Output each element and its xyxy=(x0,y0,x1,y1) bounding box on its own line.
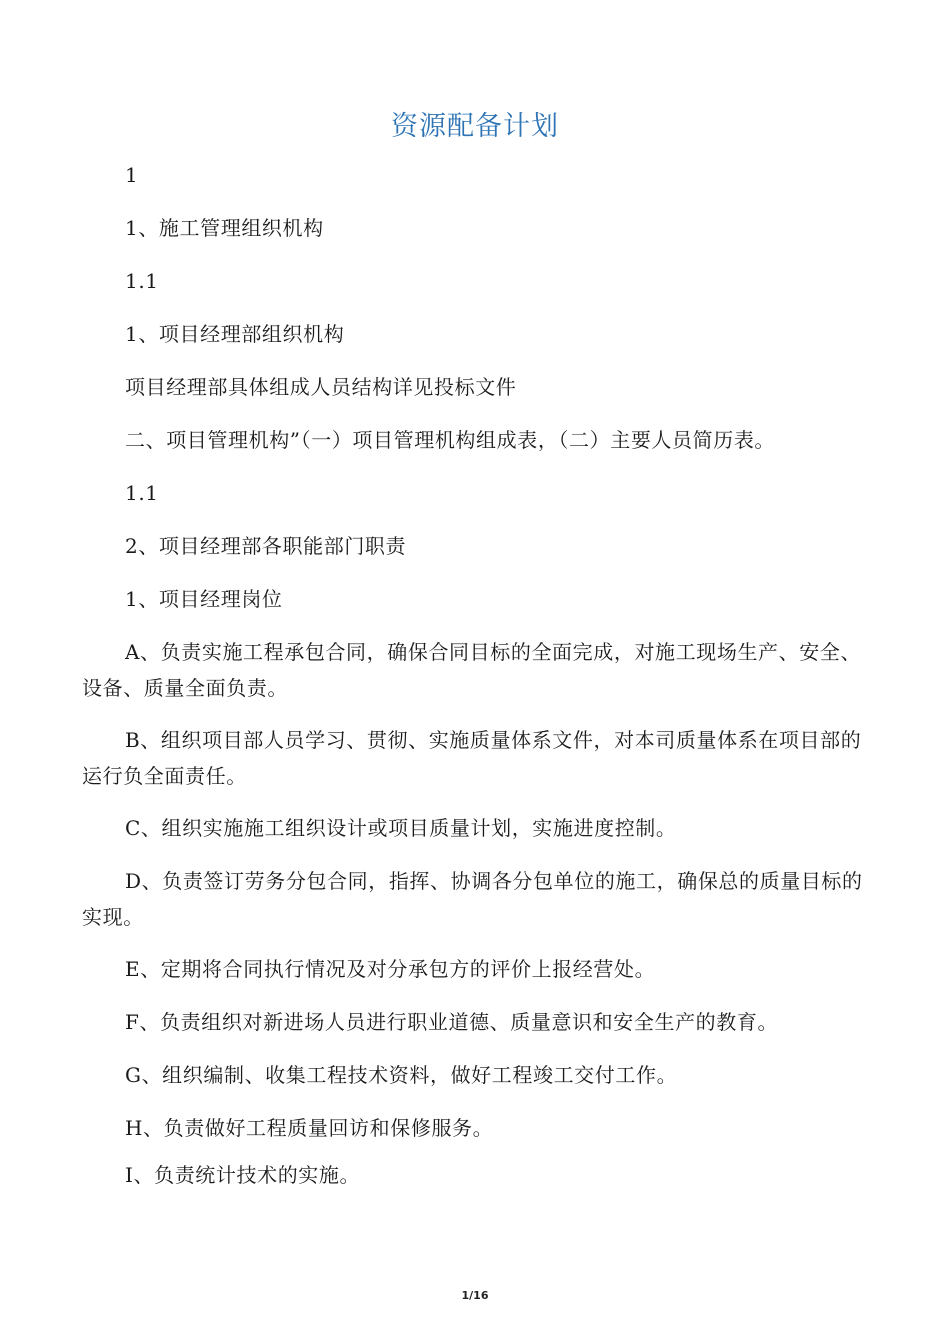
document-title: 资源配备计划 xyxy=(391,111,559,142)
text-line: 项目经理部具体组成人员结构详见投标文件 xyxy=(125,375,517,399)
paragraph: A、负责实施工程承包合同，确保合同目标的全面完成，对施工现场生产、安全、设备、质量全面负责。 xyxy=(82,640,862,700)
text-line: 1、施工管理组织机构 xyxy=(125,216,324,240)
text-line: 1.1 xyxy=(125,481,159,505)
text-line: 二、项目管理机构”（一）项目管理机构组成表，（二）主要人员简历表。 xyxy=(125,428,776,452)
paragraph: E、定期将合同执行情况及对分承包方的评价上报经营处。 xyxy=(125,957,656,981)
text-line: 1 xyxy=(125,163,139,187)
paragraph: G、组织编制、收集工程技术资料，做好工程竣工交付工作。 xyxy=(125,1063,678,1087)
paragraph: H、负责做好工程质量回访和保修服务。 xyxy=(125,1116,494,1140)
text-line: 1.1 xyxy=(125,269,159,293)
paragraph: C、组织实施施工组织设计或项目质量计划，实施进度控制。 xyxy=(125,816,677,840)
page-number: 1/16 xyxy=(461,1289,489,1302)
paragraph: B、组织项目部人员学习、贯彻、实施质量体系文件，对本司质量体系在项目部的运行负全面责任。 xyxy=(82,728,862,788)
text-line: 2、项目经理部各职能部门职责 xyxy=(125,534,407,558)
paragraph: F、负责组织对新进场人员进行职业道德、质量意识和安全生产的教育。 xyxy=(125,1010,779,1034)
text-line: 1、项目经理部组织机构 xyxy=(125,322,345,346)
paragraph: I、负责统计技术的实施。 xyxy=(125,1163,361,1187)
text-line: 1、项目经理岗位 xyxy=(125,587,283,611)
paragraph: D、负责签订劳务分包合同，指挥、协调各分包单位的施工，确保总的质量目标的实现。 xyxy=(82,869,863,929)
